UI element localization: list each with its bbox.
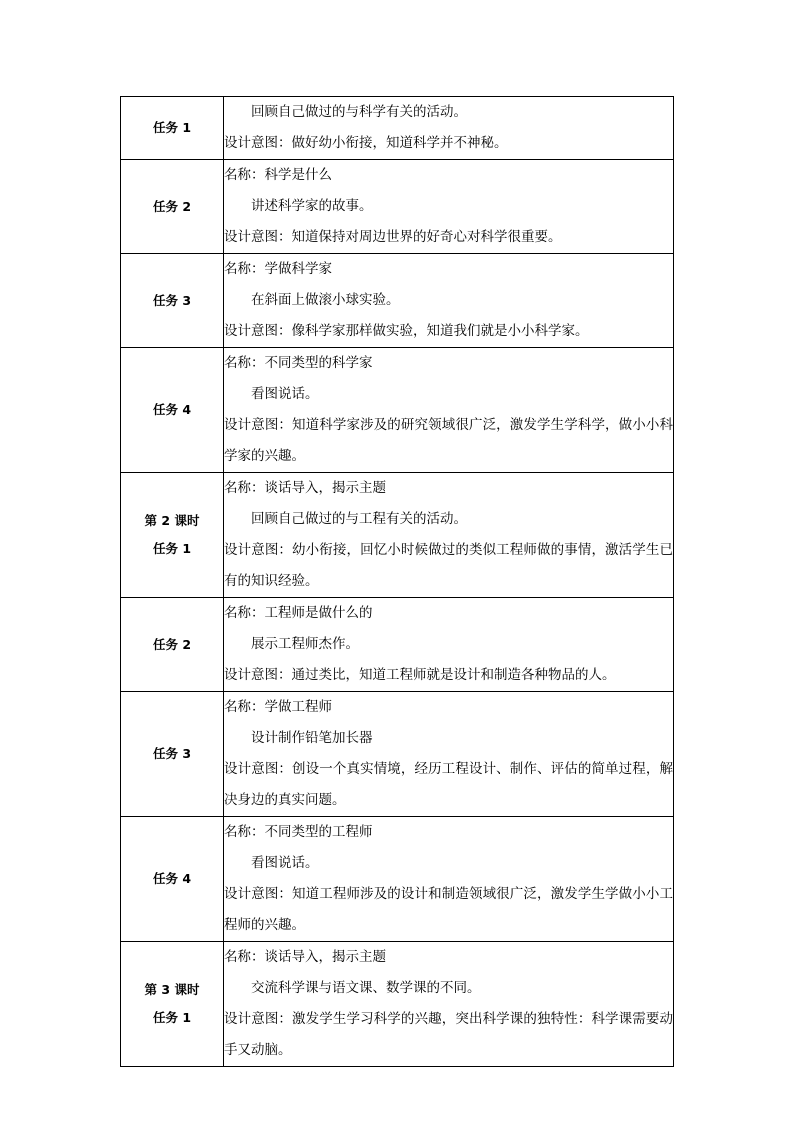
- task-activity: 讲述科学家的故事。: [251, 198, 373, 214]
- design-intent: 设计意图：做好幼小衔接，知道科学并不神秘。: [224, 135, 508, 151]
- design-intent: 设计意图：知道保持对周边世界的好奇心对科学很重要。: [224, 229, 562, 245]
- row-content-cell: [224, 692, 674, 817]
- row-label: 任务 4: [152, 402, 192, 417]
- table-row: [121, 160, 674, 254]
- row-label-cell: [121, 254, 224, 348]
- table-row: [121, 254, 674, 348]
- task-name: 名称：学做工程师: [224, 699, 332, 715]
- table-row: [121, 817, 674, 942]
- task-activity: 交流科学课与语文课、数学课的不同。: [251, 980, 481, 996]
- task-name: 名称：不同类型的科学家: [224, 355, 373, 371]
- task-activity: 看图说话。: [251, 855, 319, 871]
- row-content-cell: [224, 817, 674, 942]
- task-name: 名称：学做科学家: [224, 261, 332, 277]
- row-content-cell: [224, 348, 674, 473]
- design-intent: 设计意图：知道科学家涉及的研究领域很广泛，激发学生学科学，做小小科学家的兴趣。: [224, 417, 673, 464]
- lesson-plan-table: [120, 96, 674, 1067]
- design-intent: 设计意图：像科学家那样做实验，知道我们就是小小科学家。: [224, 323, 589, 339]
- row-label: 任务 2: [152, 198, 192, 214]
- row-sublabel: 任务 1: [152, 541, 192, 556]
- row-label: 任务 3: [152, 746, 192, 761]
- row-label-cell: [121, 97, 224, 160]
- row-label: 任务 2: [152, 636, 192, 652]
- task-activity: 回顾自己做过的与科学有关的活动。: [251, 104, 467, 120]
- row-content-cell: [224, 942, 674, 1067]
- task-activity: 展示工程师杰作。: [251, 636, 359, 652]
- task-name: 名称：工程师是做什么的: [224, 605, 373, 621]
- table-row: [121, 97, 674, 160]
- row-label: 任务 3: [152, 292, 192, 308]
- table-row: [121, 692, 674, 817]
- row-label-cell: [121, 473, 224, 598]
- row-label: 第 3 课时: [144, 982, 200, 997]
- row-sublabel: 任务 1: [152, 1010, 192, 1025]
- table-row: [121, 598, 674, 692]
- table-row: [121, 942, 674, 1067]
- row-label-cell: [121, 160, 224, 254]
- task-activity: 看图说话。: [251, 386, 319, 402]
- row-label: 任务 4: [152, 871, 192, 886]
- task-activity: 回顾自己做过的与工程有关的活动。: [251, 511, 467, 527]
- row-label: 第 2 课时: [144, 513, 200, 528]
- task-name: 名称：谈话导入，揭示主题: [224, 949, 386, 965]
- row-content-cell: [224, 473, 674, 598]
- row-label-cell: [121, 598, 224, 692]
- row-label-cell: [121, 348, 224, 473]
- design-intent: 设计意图：幼小衔接，回忆小时候做过的类似工程师做的事情，激活学生已有的知识经验。: [224, 542, 673, 589]
- task-name: 名称：科学是什么: [224, 167, 332, 183]
- design-intent: 设计意图：通过类比，知道工程师就是设计和制造各种物品的人。: [224, 667, 616, 683]
- design-intent: 设计意图：知道工程师涉及的设计和制造领域很广泛，激发学生学做小小工程师的兴趣。: [224, 886, 673, 933]
- lesson-plan-body: [121, 97, 674, 1067]
- row-label: 任务 1: [152, 120, 192, 135]
- row-content-cell: [224, 97, 674, 160]
- task-name: 名称：不同类型的工程师: [224, 824, 373, 840]
- row-content-cell: [224, 254, 674, 348]
- design-intent: 设计意图：创设一个真实情境，经历工程设计、制作、评估的简单过程，解决身边的真实问题。: [224, 761, 673, 808]
- task-activity: 设计制作铅笔加长器: [251, 730, 373, 746]
- task-name: 名称：谈话导入，揭示主题: [224, 480, 386, 496]
- design-intent: 设计意图：激发学生学习科学的兴趣，突出科学课的独特性：科学课需要动手又动脑。: [224, 1011, 673, 1058]
- table-row: [121, 348, 674, 473]
- row-label-cell: [121, 942, 224, 1067]
- row-label-cell: [121, 817, 224, 942]
- row-content-cell: [224, 160, 674, 254]
- row-content-cell: [224, 598, 674, 692]
- table-row: [121, 473, 674, 598]
- row-label-cell: [121, 692, 224, 817]
- task-activity: 在斜面上做滚小球实验。: [251, 292, 400, 308]
